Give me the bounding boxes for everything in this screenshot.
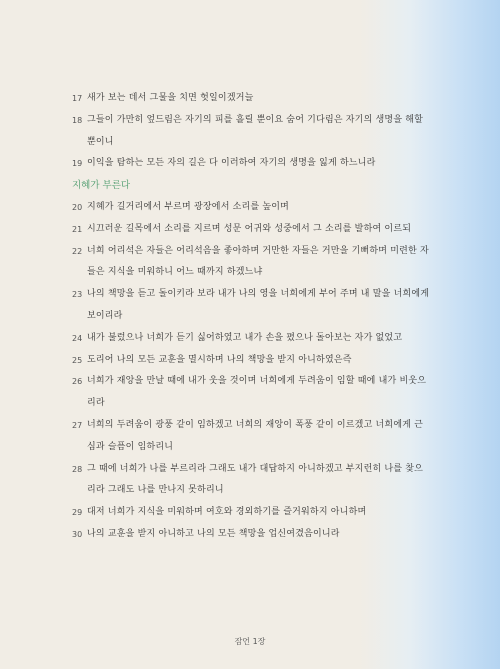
verse-24 (72, 328, 430, 350)
verse-number: 19 (72, 159, 83, 169)
section-heading: 지혜가 부른다 (72, 180, 131, 192)
verse-18 (72, 110, 430, 154)
verse-text: 도리어 나의 모든 교훈을 멸시하며 나의 책망을 받지 아니하였은즉 (87, 354, 352, 365)
verse-26 (72, 371, 430, 415)
verse-number: 23 (72, 290, 83, 300)
verse-number: 17 (72, 94, 83, 103)
page-footer: 잠언 1장 (234, 637, 266, 646)
verse-23 (72, 284, 430, 328)
verse-19 (72, 153, 430, 175)
verse-number: 30 (72, 529, 83, 539)
verse-number: 28 (72, 464, 83, 474)
verse-number: 26 (72, 377, 83, 387)
verse-21 (72, 219, 430, 241)
verse-27 (72, 415, 430, 459)
verse-number: 20 (72, 202, 83, 212)
verse-text: 그 때에 너희가 나를 부르리라 그래도 내가 대답하지 아니하겠고 부지런히 나를 찾으리라 그래도 나를 만나지 못하리니 (87, 463, 424, 496)
verse-number: 22 (72, 246, 83, 256)
verse-number: 21 (72, 224, 83, 234)
verse-text: 지혜가 길거리에서 부르며 광장에서 소리를 높이며 (87, 201, 290, 212)
verse-22 (72, 241, 430, 285)
verse-text: 너희 어리석은 자들은 어리석음을 좋아하며 거만한 자들은 거만을 기뻐하며 미련한 자들은 지식을 미워하니 어느 때까지 하겠느냐 (87, 245, 429, 278)
verse-number: 27 (72, 420, 83, 430)
verse-number: 25 (72, 355, 83, 365)
verse-29 (72, 502, 430, 524)
verse-text: 나의 책망을 듣고 돌이키라 보라 내가 나의 영을 너희에게 부어 주며 내 말을 너희에게 보이리라 (87, 289, 430, 321)
verse-text: 시끄러운 길목에서 소리를 지르며 성문 어귀와 성중에서 그 소리를 발하여 이르되 (87, 223, 412, 234)
verse-number: 18 (72, 115, 83, 125)
verse-30 (72, 524, 430, 546)
verse-number: 24 (72, 333, 83, 343)
verse-text: 나의 교훈을 받지 아니하고 나의 모든 책망을 업신여겼음이니라 (87, 528, 340, 539)
verse-text: 내가 불렀으나 너희가 듣기 싫어하였고 내가 손을 폈으나 돌아보는 자가 없었고 (87, 332, 403, 343)
verse-text: 대저 너희가 지식을 미워하며 여호와 경외하기를 즐거워하지 아니하며 (87, 507, 367, 518)
verse-25 (72, 350, 430, 372)
verse-text: 새가 보는 데서 그물을 치면 헛일이겠거늘 (87, 93, 254, 103)
verse-text: 너희가 재앙을 만날 때에 내가 웃을 것이며 너희에게 두려움이 임할 때에 내가 비웃으리라 (87, 376, 427, 409)
page-content (72, 88, 430, 546)
verse-text: 너희의 두려움이 광풍 같이 임하겠고 너희의 재앙이 폭풍 같이 이르겠고 너희에게 근심과 슬픔이 임하리니 (87, 419, 424, 452)
verse-20 (72, 197, 430, 219)
verse-text: 이익을 탐하는 모든 자의 길은 다 이러하여 자기의 생명을 잃게 하느니라 (87, 158, 376, 169)
verse-17 (72, 88, 430, 110)
verse-number: 29 (72, 508, 83, 518)
verse-28 (72, 459, 430, 503)
verse-text: 그들이 가만히 엎드림은 자기의 피를 흘릴 뿐이요 숨어 기다림은 자기의 생명을 해할 뿐이니 (87, 114, 424, 147)
